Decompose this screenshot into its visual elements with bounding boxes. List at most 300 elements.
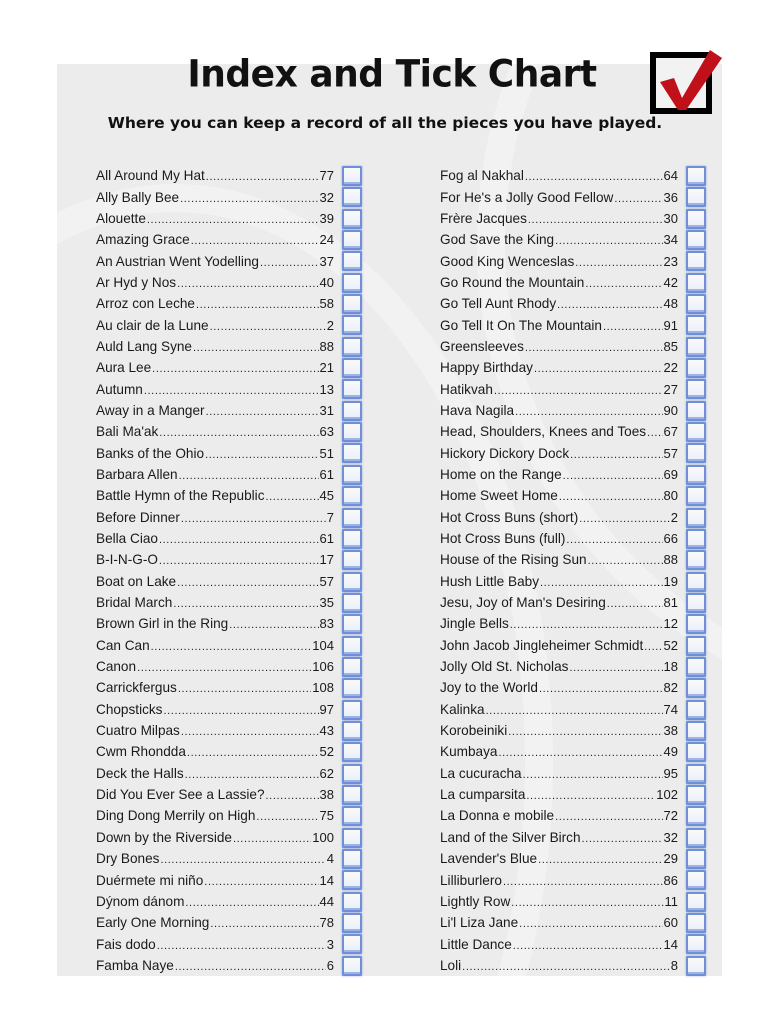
page-number: 24 xyxy=(319,232,334,248)
song-entry xyxy=(96,318,334,333)
song-row xyxy=(96,741,334,762)
song-entry xyxy=(440,830,678,845)
song-row xyxy=(440,357,678,378)
song-row xyxy=(440,400,678,421)
tick-checkbox[interactable] xyxy=(342,721,362,741)
leader-dots xyxy=(229,619,318,631)
song-title: Frère Jacques xyxy=(440,210,527,226)
song-row xyxy=(96,720,334,741)
page-number: 40 xyxy=(319,274,334,290)
leader-dots xyxy=(144,385,319,397)
tick-checkbox[interactable] xyxy=(342,166,362,186)
song-row xyxy=(96,528,334,549)
tick-checkbox[interactable] xyxy=(686,828,706,848)
tick-checkbox[interactable] xyxy=(686,315,706,335)
song-entry xyxy=(96,680,334,695)
tick-checkbox[interactable] xyxy=(342,806,362,826)
song-entry xyxy=(96,766,334,781)
song-row xyxy=(440,208,678,229)
song-title: An Austrian Went Yodelling xyxy=(96,253,259,269)
tick-checkbox[interactable] xyxy=(342,785,362,805)
song-row xyxy=(96,933,334,954)
page-number: 106 xyxy=(312,659,334,675)
song-entry xyxy=(440,211,678,226)
page-number: 97 xyxy=(319,701,334,717)
song-title: Brown Girl in the Ring xyxy=(96,616,229,632)
tick-checkbox[interactable] xyxy=(342,486,362,506)
song-title: Lavender's Blue xyxy=(440,851,538,867)
page-number: 83 xyxy=(319,616,334,632)
tick-checkbox[interactable] xyxy=(686,529,706,549)
song-entry xyxy=(96,424,334,439)
song-title: Jesu, Joy of Man's Desiring xyxy=(440,595,606,611)
leader-dots xyxy=(603,321,663,333)
song-row xyxy=(96,912,334,933)
song-row xyxy=(96,229,334,250)
leader-dots xyxy=(163,705,318,717)
song-title: Battle Hymn of the Republic xyxy=(96,488,265,504)
song-row xyxy=(96,507,334,528)
song-entry xyxy=(440,403,678,418)
song-row xyxy=(440,336,678,357)
song-title: Go Tell Aunt Rhody xyxy=(440,296,557,312)
leader-dots xyxy=(160,854,325,866)
song-title: Arroz con Leche xyxy=(96,296,195,312)
page-number: 85 xyxy=(663,338,678,354)
tick-checkbox[interactable] xyxy=(686,358,706,378)
tick-checkbox[interactable] xyxy=(686,785,706,805)
page-number: 18 xyxy=(663,659,678,675)
tick-checkbox[interactable] xyxy=(686,273,706,293)
tick-checkbox[interactable] xyxy=(342,892,362,912)
tick-checkbox[interactable] xyxy=(342,956,362,976)
page-number: 63 xyxy=(319,424,334,440)
page-number: 95 xyxy=(663,765,678,781)
song-title: Ar Hyd y Nos xyxy=(96,274,177,290)
page-number: 32 xyxy=(663,829,678,845)
song-entry xyxy=(440,382,678,397)
song-title: Happy Birthday xyxy=(440,360,533,376)
tick-checkbox[interactable] xyxy=(342,422,362,442)
tick-checkbox[interactable] xyxy=(686,849,706,869)
song-title: Dry Bones xyxy=(96,851,160,867)
song-row xyxy=(96,827,334,848)
page-number: 39 xyxy=(319,210,334,226)
page-number: 48 xyxy=(663,296,678,312)
song-row xyxy=(96,314,334,335)
tick-checkbox[interactable] xyxy=(342,251,362,271)
song-title: Duérmete mi niño xyxy=(96,872,204,888)
song-entry xyxy=(440,937,678,952)
tick-checkbox[interactable] xyxy=(342,443,362,463)
song-row xyxy=(440,912,678,933)
song-title: Banks of the Ohio xyxy=(96,445,205,461)
song-entry xyxy=(96,744,334,759)
song-entry xyxy=(440,531,678,546)
page-number: 108 xyxy=(312,680,334,696)
song-title: Alouette xyxy=(96,210,146,226)
leader-dots xyxy=(233,833,311,845)
song-entry xyxy=(96,446,334,461)
tick-checkbox[interactable] xyxy=(686,657,706,677)
leader-dots xyxy=(206,406,319,418)
song-title: La cucuracha xyxy=(440,765,522,781)
tick-checkbox[interactable] xyxy=(342,657,362,677)
song-entry xyxy=(440,232,678,247)
tick-checkbox[interactable] xyxy=(686,721,706,741)
leader-dots xyxy=(157,940,326,952)
page-number: 61 xyxy=(319,466,334,482)
song-title: Little Dance xyxy=(440,936,512,952)
song-entry xyxy=(96,552,334,567)
leader-dots xyxy=(137,662,311,674)
tick-checkbox[interactable] xyxy=(686,337,706,357)
page-number: 81 xyxy=(663,595,678,611)
song-entry xyxy=(96,702,334,717)
leader-dots xyxy=(644,641,662,653)
tick-checkbox[interactable] xyxy=(686,593,706,613)
leader-dots xyxy=(503,876,663,888)
tick-checkbox[interactable] xyxy=(686,443,706,463)
tick-checkbox[interactable] xyxy=(686,508,706,528)
song-title: Auld Lang Syne xyxy=(96,338,192,354)
page-number: 2 xyxy=(670,509,678,525)
song-row xyxy=(96,763,334,784)
leader-dots xyxy=(555,235,662,247)
song-entry xyxy=(440,296,678,311)
page-number: 62 xyxy=(319,765,334,781)
tick-checkbox[interactable] xyxy=(686,209,706,229)
song-title: B-I-N-G-O xyxy=(96,552,158,568)
page-number: 52 xyxy=(319,744,334,760)
page-number: 58 xyxy=(319,296,334,312)
tick-checkbox[interactable] xyxy=(342,870,362,890)
song-entry xyxy=(440,275,678,290)
song-entry xyxy=(440,467,678,482)
tick-checkbox[interactable] xyxy=(342,230,362,250)
song-row xyxy=(440,827,678,848)
tick-checkbox[interactable] xyxy=(342,636,362,656)
leader-dots xyxy=(540,577,663,589)
song-row xyxy=(440,165,678,186)
leader-dots xyxy=(508,726,662,738)
tick-checkbox[interactable] xyxy=(342,315,362,335)
page-number: 43 xyxy=(319,723,334,739)
tick-checkbox[interactable] xyxy=(686,934,706,954)
song-row xyxy=(440,677,678,698)
leader-dots xyxy=(462,961,670,973)
tick-checkbox[interactable] xyxy=(686,806,706,826)
tick-checkbox[interactable] xyxy=(686,379,706,399)
tick-checkbox[interactable] xyxy=(342,678,362,698)
tick-checkbox[interactable] xyxy=(686,913,706,933)
tick-checkbox[interactable] xyxy=(686,486,706,506)
page-number: 67 xyxy=(663,424,678,440)
page-number: 52 xyxy=(663,637,678,653)
page-number: 35 xyxy=(319,595,334,611)
song-row xyxy=(440,442,678,463)
song-title: La Donna e mobile xyxy=(440,808,555,824)
leader-dots xyxy=(152,363,318,375)
leader-dots xyxy=(151,641,312,653)
song-row xyxy=(96,421,334,442)
tick-checkbox[interactable] xyxy=(686,230,706,250)
song-row xyxy=(440,869,678,890)
song-entry xyxy=(440,787,678,802)
page-number: 90 xyxy=(663,402,678,418)
song-entry xyxy=(96,723,334,738)
tick-checkbox[interactable] xyxy=(686,166,706,186)
song-row xyxy=(440,571,678,592)
song-title: Cuatro Milpas xyxy=(96,723,180,739)
song-row xyxy=(96,186,334,207)
song-entry xyxy=(96,808,334,823)
tick-checkbox[interactable] xyxy=(342,401,362,421)
song-entry xyxy=(440,360,678,375)
page-number: 45 xyxy=(319,488,334,504)
tick-checkbox[interactable] xyxy=(686,550,706,570)
page-number: 69 xyxy=(663,466,678,482)
song-row xyxy=(96,955,334,976)
song-entry xyxy=(440,168,678,183)
tick-checkbox[interactable] xyxy=(342,700,362,720)
song-entry xyxy=(96,915,334,930)
tick-checkbox[interactable] xyxy=(686,572,706,592)
song-title: Before Dinner xyxy=(96,509,180,525)
tick-checkbox[interactable] xyxy=(686,742,706,762)
song-row xyxy=(440,955,678,976)
page-number: 27 xyxy=(663,381,678,397)
leader-dots xyxy=(579,513,670,525)
tick-checkbox[interactable] xyxy=(686,465,706,485)
tick-checkbox[interactable] xyxy=(686,251,706,271)
leader-dots xyxy=(515,406,662,418)
song-title: All Around My Hat xyxy=(96,168,205,184)
song-entry xyxy=(440,616,678,631)
leader-dots xyxy=(204,876,318,888)
tick-checkbox[interactable] xyxy=(342,508,362,528)
tick-checkbox[interactable] xyxy=(342,187,362,207)
song-title: Away in a Manger xyxy=(96,402,205,418)
tick-checkbox[interactable] xyxy=(342,849,362,869)
song-entry xyxy=(96,211,334,226)
song-row xyxy=(440,592,678,613)
leader-dots xyxy=(159,427,318,439)
song-row xyxy=(96,208,334,229)
song-entry xyxy=(96,275,334,290)
song-row xyxy=(96,571,334,592)
leader-dots xyxy=(526,790,655,802)
song-entry xyxy=(96,851,334,866)
page-number: 29 xyxy=(663,851,678,867)
tick-checkbox[interactable] xyxy=(686,956,706,976)
page-number: 17 xyxy=(319,552,334,568)
leader-dots xyxy=(210,918,318,930)
page-number: 4 xyxy=(326,851,334,867)
tick-checkbox[interactable] xyxy=(686,187,706,207)
song-row xyxy=(440,635,678,656)
song-title: For He's a Jolly Good Fellow xyxy=(440,189,614,205)
song-row xyxy=(440,314,678,335)
page-number: 19 xyxy=(663,573,678,589)
tick-checkbox[interactable] xyxy=(342,529,362,549)
song-title: John Jacob Jingleheimer Schmidt xyxy=(440,637,644,653)
song-entry xyxy=(440,958,678,973)
page-number: 49 xyxy=(663,744,678,760)
song-title: Go Round the Mountain xyxy=(440,274,585,290)
song-row xyxy=(96,656,334,677)
tick-checkbox[interactable] xyxy=(686,870,706,890)
leader-dots xyxy=(555,811,662,823)
leader-dots xyxy=(559,491,663,503)
song-entry xyxy=(96,787,334,802)
song-entry xyxy=(440,744,678,759)
song-entry xyxy=(96,488,334,503)
song-title: Good King Wenceslas xyxy=(440,253,575,269)
leader-dots xyxy=(570,449,662,461)
song-title: Barbara Allen xyxy=(96,466,178,482)
song-entry xyxy=(440,190,678,205)
page-number: 14 xyxy=(319,872,334,888)
song-title: Korobeiniki xyxy=(440,723,508,739)
tick-checkbox[interactable] xyxy=(342,465,362,485)
tick-checkbox[interactable] xyxy=(342,379,362,399)
leader-dots xyxy=(563,470,663,482)
song-row xyxy=(440,891,678,912)
song-row xyxy=(96,378,334,399)
leader-dots xyxy=(582,833,663,845)
leader-dots xyxy=(173,598,318,610)
leader-dots xyxy=(557,299,662,311)
leader-dots xyxy=(193,342,319,354)
song-title: Ding Dong Merrily on High xyxy=(96,808,256,824)
song-entry xyxy=(96,339,334,354)
leader-dots xyxy=(256,811,318,823)
tick-checkbox[interactable] xyxy=(342,828,362,848)
tick-checkbox[interactable] xyxy=(686,401,706,421)
tick-checkbox[interactable] xyxy=(342,209,362,229)
song-row xyxy=(440,549,678,570)
tick-checkbox[interactable] xyxy=(342,273,362,293)
tick-checkbox[interactable] xyxy=(342,614,362,634)
page-number: 3 xyxy=(326,936,334,952)
song-row xyxy=(96,442,334,463)
tick-checkbox[interactable] xyxy=(686,422,706,442)
tick-checkbox[interactable] xyxy=(342,913,362,933)
page-number: 51 xyxy=(319,445,334,461)
song-entry xyxy=(440,424,678,439)
tick-checkbox[interactable] xyxy=(686,636,706,656)
song-title: Bali Ma'ak xyxy=(96,424,159,440)
song-entry xyxy=(440,339,678,354)
song-row xyxy=(96,400,334,421)
tick-checkbox[interactable] xyxy=(686,614,706,634)
leader-dots xyxy=(494,385,663,397)
tick-checkbox[interactable] xyxy=(686,892,706,912)
song-title: Ally Bally Bee xyxy=(96,189,180,205)
tick-checkbox[interactable] xyxy=(342,358,362,378)
tick-checkbox[interactable] xyxy=(686,678,706,698)
page-number: 104 xyxy=(312,637,334,653)
leader-dots xyxy=(647,427,662,439)
tick-checkbox[interactable] xyxy=(342,550,362,570)
song-row xyxy=(440,720,678,741)
leader-dots xyxy=(177,577,318,589)
song-title: Bella Ciao xyxy=(96,531,158,547)
tick-checkbox[interactable] xyxy=(686,700,706,720)
tick-checkbox[interactable] xyxy=(342,572,362,592)
page-number: 75 xyxy=(319,808,334,824)
song-row xyxy=(96,336,334,357)
page-number: 100 xyxy=(312,829,334,845)
song-title: Cwm Rhondda xyxy=(96,744,186,760)
tick-checkbox[interactable] xyxy=(342,934,362,954)
leader-dots xyxy=(260,257,319,269)
song-title: Greensleeves xyxy=(440,338,524,354)
leader-dots xyxy=(525,342,663,354)
leader-dots xyxy=(534,363,663,375)
song-title: Kumbaya xyxy=(440,744,498,760)
song-entry xyxy=(440,595,678,610)
tick-checkbox[interactable] xyxy=(342,764,362,784)
song-row xyxy=(440,421,678,442)
song-entry xyxy=(96,595,334,610)
song-row xyxy=(96,869,334,890)
leader-dots xyxy=(266,491,319,503)
tick-checkbox[interactable] xyxy=(342,294,362,314)
page-number: 31 xyxy=(319,402,334,418)
song-entry xyxy=(440,723,678,738)
song-row xyxy=(96,549,334,570)
page-number: 12 xyxy=(663,616,678,632)
song-entry xyxy=(440,254,678,269)
leader-dots xyxy=(159,534,319,546)
song-title: Dýnom dánom xyxy=(96,893,185,909)
tick-checkbox[interactable] xyxy=(686,764,706,784)
song-title: Chopsticks xyxy=(96,701,163,717)
leader-dots xyxy=(181,726,319,738)
song-title: Head, Shoulders, Knees and Toes xyxy=(440,424,647,440)
song-row xyxy=(440,272,678,293)
song-entry xyxy=(440,873,678,888)
song-title: Carrickfergus xyxy=(96,680,177,696)
song-title: Down by the Riverside xyxy=(96,829,232,845)
song-entry xyxy=(96,574,334,589)
leader-dots xyxy=(179,470,319,482)
page-number: 8 xyxy=(670,957,678,973)
tick-checkbox[interactable] xyxy=(686,294,706,314)
leader-dots xyxy=(180,193,318,205)
leader-dots xyxy=(511,897,663,909)
song-row xyxy=(440,805,678,826)
leader-dots xyxy=(585,278,662,290)
song-row xyxy=(440,848,678,869)
page-number: 102 xyxy=(656,787,678,803)
leader-dots xyxy=(523,769,663,781)
leader-dots xyxy=(187,747,319,759)
tick-checkbox[interactable] xyxy=(342,337,362,357)
song-entry xyxy=(96,360,334,375)
song-title: Jingle Bells xyxy=(440,616,509,632)
leader-dots xyxy=(178,683,311,695)
tick-checkbox[interactable] xyxy=(342,742,362,762)
page-number: 61 xyxy=(319,531,334,547)
song-row xyxy=(440,699,678,720)
song-title: Hava Nagila xyxy=(440,402,515,418)
page-number: 13 xyxy=(319,381,334,397)
tick-checkbox[interactable] xyxy=(342,593,362,613)
page-number: 14 xyxy=(663,936,678,952)
